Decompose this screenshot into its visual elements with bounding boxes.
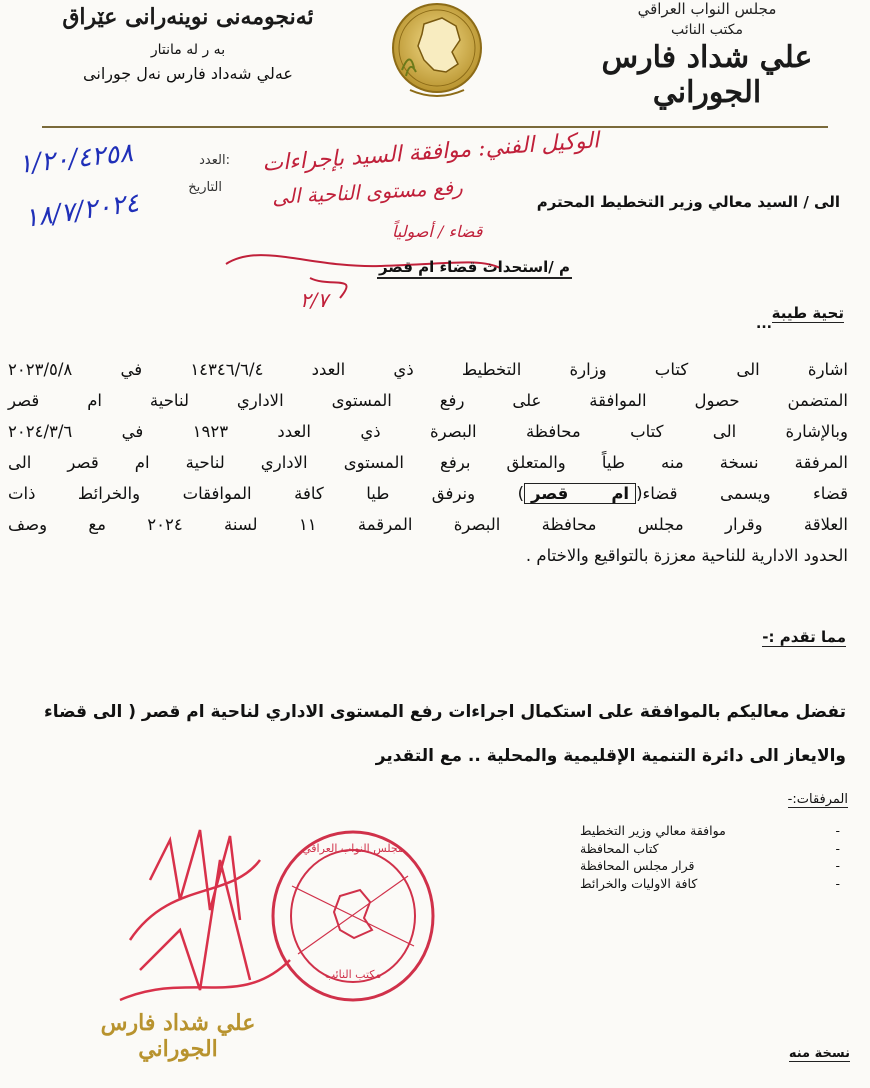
list-item: - قرار مجلس المحافظة: [580, 858, 840, 873]
request-label: مما تقدم :-: [762, 628, 846, 646]
signature-name-gold: علي شداد فارس الجوراني: [100, 1010, 256, 1062]
letter-body: [8, 354, 848, 571]
bullet: -: [835, 858, 840, 873]
list-item: - كتاب المحافظة: [580, 840, 840, 856]
bullet: -: [835, 823, 840, 838]
header-divider: [42, 126, 828, 128]
handwritten-note-line2: رفع مستوى الناحية الى: [271, 175, 464, 209]
iraq-map-emblem-icon: [372, 0, 502, 110]
mp-name-calligraphy: علي شداد فارس الجوراني: [601, 40, 813, 110]
body-line: الحدود الادارية للناحية معززة بالتواقيع والاختام .: [525, 546, 848, 565]
attachments-label: المرفقات:-: [787, 792, 848, 807]
addressee-line: الى / السيد معالي وزير التخطيط المحترم: [536, 193, 840, 211]
body-fragment: قضاء ويسمى قضاء(: [636, 484, 848, 503]
highlighted-district-name: ام قصر: [524, 483, 636, 504]
parliament-name-kurdish: ئه‌نجومه‌نی نوینه‌رانی عێراق: [62, 4, 314, 30]
parliament-name: مجلس النواب العراقي: [637, 0, 777, 18]
letterhead-right: [592, 0, 822, 110]
greeting: تحية طيبة: [771, 304, 844, 322]
number-label: العدد:: [199, 153, 230, 168]
copy-to-label: نسخة منه: [788, 1046, 850, 1061]
letterhead-left-kurdish: [38, 4, 338, 83]
date-label: التاريخ: [188, 180, 222, 195]
body-line: المرفقة نسخة منه طياً والمتعلق برفع المستوى الاداري لناحية ام قصر الى: [8, 453, 848, 472]
seal-ring-text: مجلس النواب العراقي: [302, 842, 404, 855]
body-line: [8, 478, 848, 509]
bullet: -: [835, 875, 840, 891]
office-label-kurdish: به‌ ر له‌ مانتار: [150, 42, 226, 58]
body-fragment: ) ونرفق طيا كافة الموافقات والخرائط ذات: [8, 484, 525, 503]
attachments-list: [580, 822, 840, 892]
list-item: - موافقة معالي وزير التخطيط: [580, 823, 840, 838]
body-line: وبالإشارة الى كتاب محافظة البصرة ذي العدد ١٩٢٣ في ٢٠٢٤/٣/٦: [8, 422, 848, 441]
handwritten-signature: [110, 820, 310, 1020]
body-line: المتضمن حصول الموافقة على رفع المستوى الاداري لناحية ام قصر: [8, 391, 848, 410]
greeting-dots: ...: [756, 316, 772, 332]
bullet: -: [835, 840, 840, 856]
body-line: العلاقة وقرار مجلس محافظة البصرة المرقمة ١١ لسنة ٢٠٢٤ مع وصف: [8, 515, 848, 534]
request-paragraph: [26, 690, 846, 778]
handwritten-date: ١٨/٧/٢٠٢٤: [22, 188, 141, 234]
handwritten-note-line1: الوكيل الفني: موافقة السيد بإجراءات: [261, 128, 600, 177]
list-item: - كافة الاوليات والخرائط: [580, 875, 840, 891]
handwritten-number: ١/٢٠/٤٢٥٨: [16, 138, 135, 180]
request-line: والايعاز الى دائرة التنمية الإقليمية والمحلية .. مع التقدير: [375, 746, 846, 766]
office-label: مكتب النائب: [671, 22, 743, 38]
request-line: تفضل معاليكم بالموافقة على استكمال اجراءات رفع المستوى الاداري لناحية ام قصر ( الى قضاء: [44, 702, 846, 722]
mp-name-kurdish: عەلي شەداد فارس نەل جورانی: [83, 64, 293, 83]
handwritten-note-line3: قضاء / أصولياً: [392, 222, 483, 241]
seal-center-text: مكتب النائب: [324, 968, 382, 981]
handwritten-mark: ٢/٧: [300, 288, 329, 312]
subject-line: م /استحداث قضاء ام قصر: [377, 258, 572, 279]
body-line: اشارة الى كتاب وزارة التخطيط ذي العدد ١٤٣٤٦/٦/٤ في ٢٠٢٣/٥/٨: [8, 360, 848, 379]
